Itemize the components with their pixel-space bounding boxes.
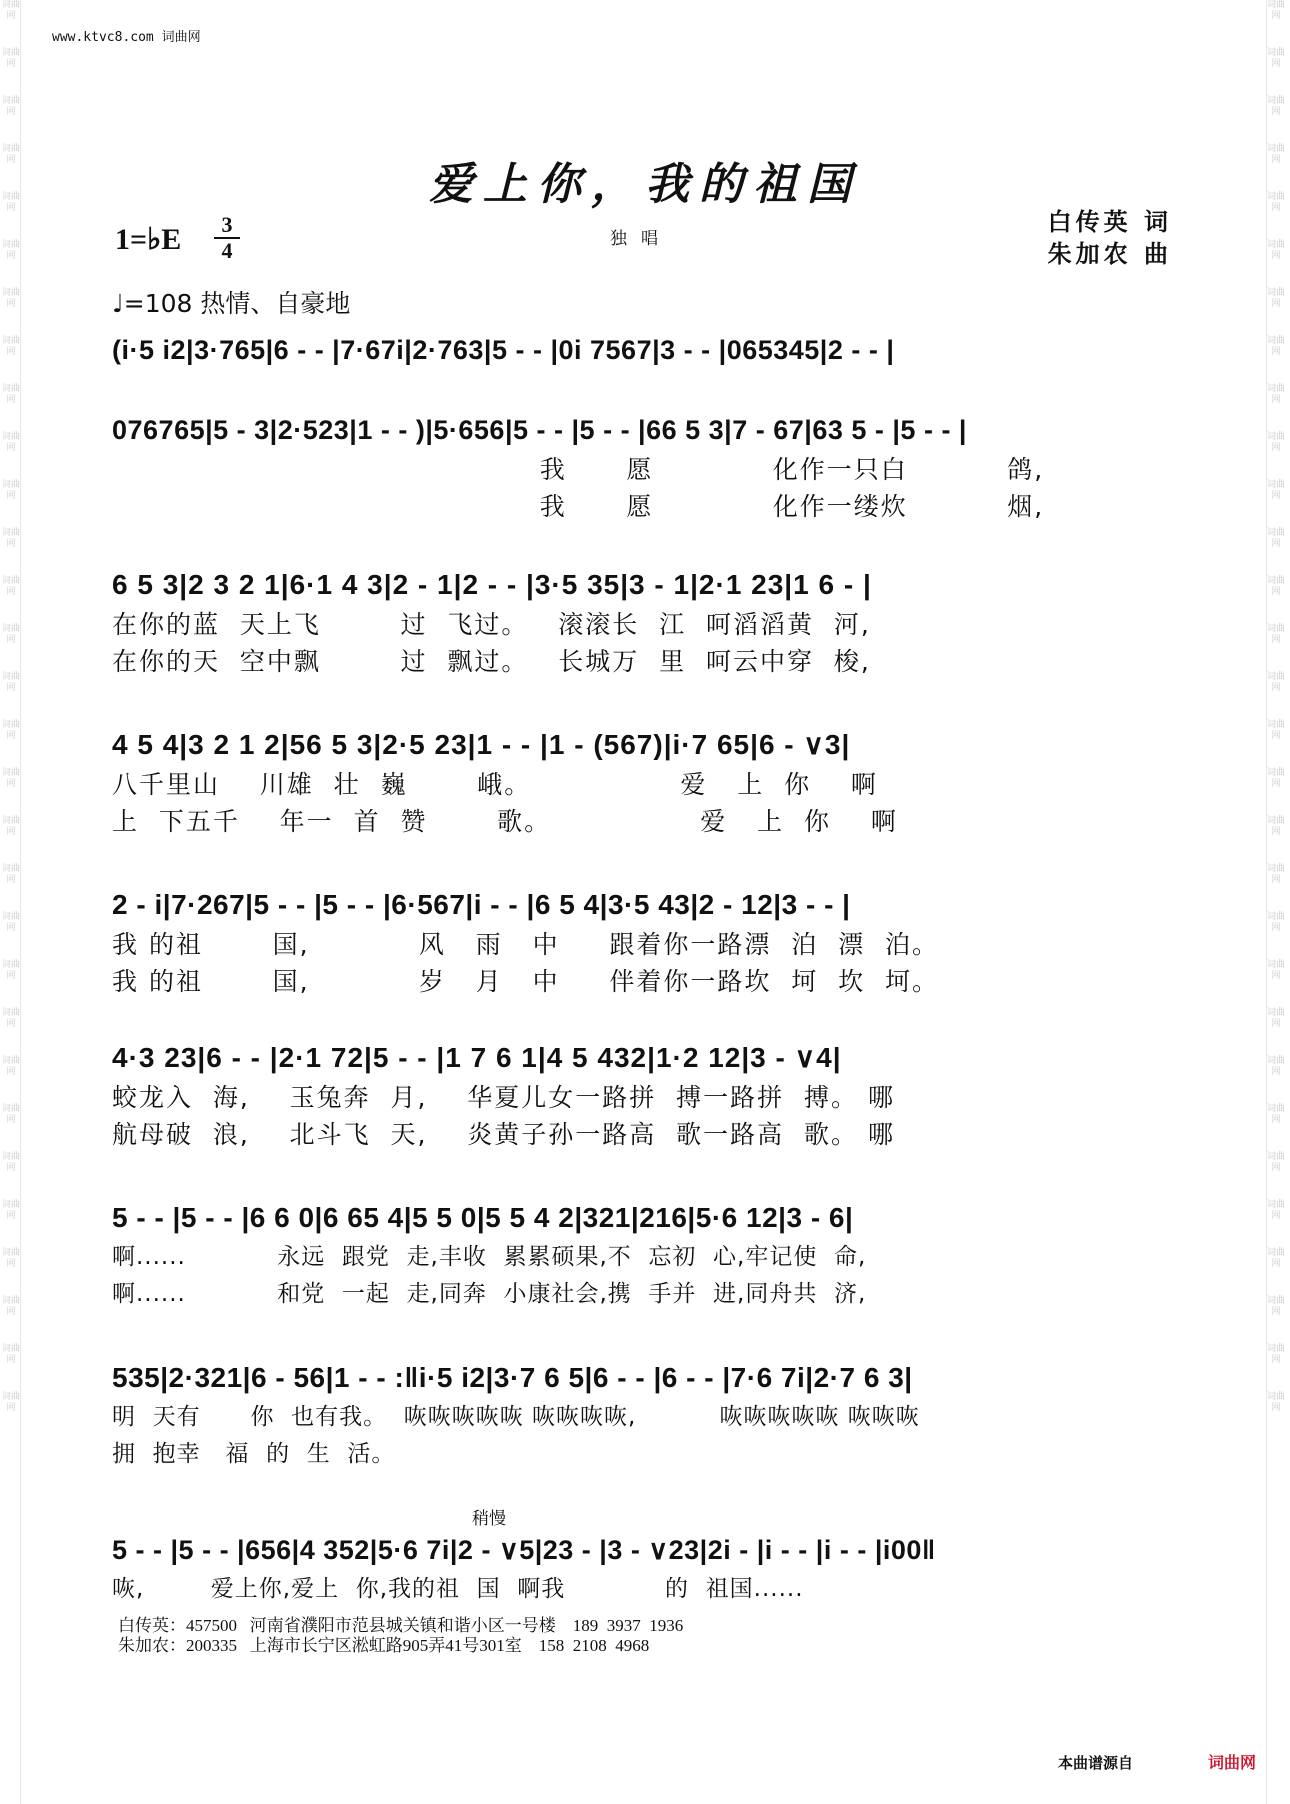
tempo-annotation: 稍慢 — [472, 1509, 506, 1529]
notation-line: 535|2·321|6 - 56|1 - - :‖i·5 i2|3·7 6 5|6 - - |6 - - |7·6 7i|2·7 6 3| — [112, 1362, 913, 1393]
lyric-line: 我 愿 化作一缕炊 烟, — [112, 492, 1045, 521]
score-system — [112, 1038, 1180, 1153]
notation-line: 076765|5 - 3|2·523|1 - - )|5·656|5 - - |5 - - |66 5 3|7 - 67|63 5 - |5 - - | — [112, 415, 967, 445]
performance-mode: 独唱 — [610, 229, 672, 249]
lyric-line: 在你的天 空中飘 过 飘过。 长城万 里 呵云中穿 梭, — [112, 647, 871, 676]
lyric-line: 咴, 爱上你,爱上 你,我的祖 国 啊我 的 祖国...... — [112, 1576, 804, 1602]
credits — [1048, 206, 1172, 270]
lyric-line: 我 的祖 国, 岁 月 中 伴着你一路坎 坷 坎 坷。 — [112, 967, 940, 996]
score-system — [112, 565, 1180, 680]
notation-line: 4·3 23|6 - - |2·1 72|5 - - |1 7 6 1|4 5 432|1·2 12|3 - ∨4| — [112, 1042, 842, 1073]
score-system — [112, 330, 1180, 371]
site-watermark: www.ktvc8.com 词曲网 — [52, 30, 201, 45]
time-signature — [214, 214, 240, 262]
time-denominator: 4 — [221, 238, 233, 263]
score-system — [112, 885, 1180, 1000]
lyric-line: 八千里山 川雄 壮 巍 峨。 爱 上 你 啊 — [112, 770, 878, 799]
left-watermark-strip: 词曲网 词曲网 词曲网 词曲网 词曲网 词曲网 词曲网 词曲网 词曲网 词曲网 词曲网 词曲网 词曲网 词曲网 词曲网 词曲网 词曲网 词曲网 词曲网 词曲网 词曲网 词曲网 词曲网 词曲网 词曲网 词曲网 词曲网 词曲网 词曲网 词曲网 — [2, 0, 21, 1804]
notation-line: 5 - - |5 - - |6 6 0|6 65 4|5 5 0|5 5 4 2|321|216|5·6 12|3 - 6| — [112, 1202, 854, 1233]
score-system — [112, 1198, 1180, 1313]
lyric-line: 我 愿 化作一只白 鸽, — [112, 455, 1045, 484]
contact-lyricist: 白传英：457500 河南省濮阳市范县城关镇和谐小区一号楼 189 3937 1936 — [118, 1616, 684, 1635]
lyric-line: 航母破 浪, 北斗飞 天, 炎黄子孙一路高 歌一路高 歌。 哪 — [112, 1120, 895, 1149]
notation-line: 2 - i|7·267|5 - - |5 - - |6·567|i - - |6 5 4|3·5 43|2 - 12|3 - - | — [112, 889, 851, 920]
contact-composer: 朱加农：200335 上海市长宁区淞虹路905弄41号301室 158 2108 4968 — [118, 1636, 650, 1655]
score-system — [112, 410, 1180, 525]
time-numerator: 3 — [221, 212, 233, 237]
score-system — [112, 1358, 1180, 1473]
lyric-line: 拥 抱幸 福 的 生 活。 — [112, 1441, 396, 1467]
right-watermark-strip: 词曲网 词曲网 词曲网 词曲网 词曲网 词曲网 词曲网 词曲网 词曲网 词曲网 词曲网 词曲网 词曲网 词曲网 词曲网 词曲网 词曲网 词曲网 词曲网 词曲网 词曲网 词曲网 词曲网 词曲网 词曲网 词曲网 词曲网 词曲网 词曲网 词曲网 — [1266, 0, 1285, 1804]
score-system — [112, 1509, 1180, 1608]
notation-line: 5 - - |5 - - |656|4 352|5·6 7i|2 - ∨5|23 - |3 - ∨23|2i - |i - - |i - - |i00‖ — [112, 1535, 936, 1565]
contact-info — [118, 1616, 683, 1656]
notation-line: 6 5 3|2 3 2 1|6·1 4 3|2 - 1|2 - - |3·5 35|3 - 1|2·1 23|1 6 - | — [112, 569, 872, 600]
lyric-line: 明 天有 你 也有我。 咴咴咴咴咴 咴咴咴咴, 咴咴咴咴咴 咴咴咴 — [112, 1404, 920, 1430]
lyric-line: 在你的蓝 天上飞 过 飞过。 滚滚长 江 呵滔滔黄 河, — [112, 610, 871, 639]
song-title: 爱上你，我的祖国 — [429, 159, 861, 210]
composer: 朱加农 曲 — [1047, 240, 1172, 268]
lyric-line: 啊...... 永远 跟党 走,丰收 累累硕果,不 忘初 心,牢记使 命, — [112, 1244, 867, 1270]
score-system — [112, 725, 1180, 840]
source-logo: 词曲网 — [1208, 1753, 1257, 1772]
lyric-line: 啊...... 和党 一起 走,同奔 小康社会,携 手并 进,同舟共 济, — [112, 1281, 867, 1307]
lyricist: 白传英 词 — [1047, 208, 1172, 236]
lyric-line: 上 下五千 年一 首 赞 歌。 爱 上 你 啊 — [112, 807, 898, 836]
notation-line: (i·5 i2|3·765|6 - - |7·67i|2·763|5 - - |0i 7567|3 - - |065345|2 - - | — [112, 335, 895, 365]
notation-line: 4 5 4|3 2 1 2|56 5 3|2·5 23|1 - - |1 - (567)|i·7 65|6 - ∨3| — [112, 729, 851, 760]
lyric-line: 我 的祖 国, 风 雨 中 跟着你一路漂 泊 漂 泊。 — [112, 930, 940, 959]
key-signature: 1=♭E — [115, 223, 182, 256]
lyric-line: 蛟龙入 海, 玉兔奔 月, 华夏儿女一路拼 搏一路拼 搏。 哪 — [112, 1083, 895, 1112]
tempo-marking: ♩=108 热情、自豪地 — [112, 289, 351, 318]
source-label: 本曲谱源自 — [1058, 1754, 1134, 1772]
